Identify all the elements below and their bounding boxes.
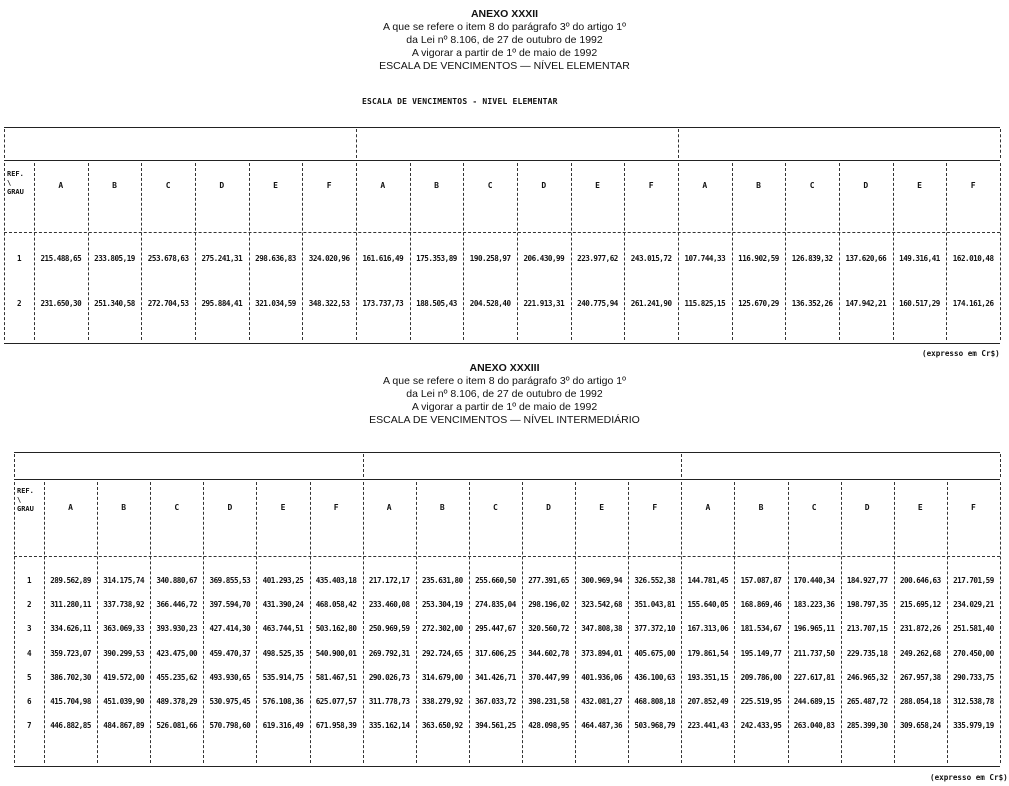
salary-cell: 235.631,80 [421, 576, 463, 585]
column-header: B [112, 181, 117, 190]
salary-cell: 126.839,32 [791, 254, 833, 263]
salary-cell: 415.704,98 [50, 697, 91, 706]
salary-cell: 398.231,58 [528, 697, 569, 706]
salary-cell: 198.797,35 [846, 600, 888, 610]
salary-cell: 200.646,63 [899, 576, 941, 585]
salary-cell: 625.077,57 [315, 697, 357, 706]
salary-cell: 116.902,59 [738, 254, 779, 263]
salary-cell: 309.658,24 [899, 721, 941, 731]
salary-cell: 493.930,65 [209, 672, 251, 682]
salary-cell: 295.884,41 [201, 299, 243, 308]
salary-cell: 270.450,00 [953, 648, 994, 658]
salary-cell: 223.977,62 [577, 254, 618, 263]
salary-cell: 233.805,19 [94, 254, 135, 263]
salary-cell: 246.965,32 [846, 672, 888, 682]
annex1-line1: A que se refere o item 8 do parágrafo 3º do artigo 1º [383, 21, 626, 33]
group-separator [356, 129, 357, 158]
rule-group [4, 160, 1000, 161]
salary-cell: 209.786,00 [740, 672, 782, 682]
salary-cell: 251.581,40 [953, 624, 994, 634]
salary-cell: 459.470,37 [209, 648, 251, 658]
salary-cell: 348.322,53 [308, 299, 350, 308]
salary-cell: 223.441,43 [687, 721, 729, 731]
grau-cell: 3 [26, 624, 32, 634]
annex2-line4: ESCALA DE VENCIMENTOS — NÍVEL INTERMEDIÁRIO [369, 414, 640, 426]
salary-cell: 363.069,33 [103, 624, 145, 634]
column-header: E [917, 503, 923, 512]
column-header: E [917, 181, 922, 190]
rule-bottom [4, 343, 1000, 344]
salary-cell: 173.737,73 [362, 299, 404, 308]
ref-grau-header-line: \ [17, 496, 22, 504]
salary-cell: 162.010,48 [952, 254, 994, 263]
salary-cell: 193.351,15 [687, 672, 729, 682]
salary-cell: 324.020,96 [308, 254, 350, 263]
salary-cell: 340.880,67 [156, 576, 198, 585]
salary-cell: 233.460,08 [368, 600, 410, 610]
salary-cell: 530.975,45 [209, 697, 251, 706]
salary-cell: 431.390,24 [262, 600, 304, 610]
salary-cell: 161.616,49 [362, 254, 404, 263]
salary-cell: 289.562,89 [50, 576, 91, 585]
salary-cell: 136.352,26 [791, 299, 833, 308]
column-header: A [68, 503, 73, 512]
salary-cell: 250.969,59 [368, 624, 410, 634]
salary-cell: 377.372,10 [634, 624, 676, 634]
salary-cell: 619.316,49 [262, 721, 304, 731]
salary-cell: 263.040,83 [793, 721, 835, 731]
salary-cell: 367.033,72 [475, 697, 516, 706]
column-header: E [273, 181, 278, 190]
group-separator [4, 129, 5, 158]
column-separator [1000, 482, 1001, 763]
salary-cell: 115.825,15 [684, 299, 726, 308]
salary-cell: 581.467,51 [315, 672, 357, 682]
salary-cell: 369.855,53 [209, 576, 251, 585]
grau-cell: 1 [26, 576, 32, 585]
salary-cell: 540.900,01 [315, 648, 357, 658]
salary-cell: 570.798,60 [209, 721, 251, 731]
column-header: A [380, 181, 386, 190]
salary-cell: 244.689,15 [793, 697, 835, 706]
annex1-line2: da Lei nº 8.106, de 27 de outubro de 1992 [406, 34, 603, 46]
ref-grau-header-line: REF. [7, 170, 24, 178]
rule-group [14, 479, 1000, 480]
salary-cell: 269.792,31 [368, 648, 410, 658]
column-header: D [546, 503, 551, 512]
salary-cell: 290.733,75 [953, 672, 994, 682]
salary-cell: 423.475,00 [156, 648, 198, 658]
salary-cell: 217.172,17 [368, 576, 410, 585]
salary-cell: 576.108,36 [262, 697, 304, 706]
salary-cell: 167.313,06 [687, 624, 729, 634]
salary-cell: 401.293,25 [262, 576, 304, 585]
salary-cell: 341.426,71 [475, 672, 516, 682]
column-header: E [280, 503, 286, 512]
salary-cell: 175.353,89 [416, 254, 457, 263]
salary-cell: 188.505,43 [416, 299, 457, 308]
group-separator [363, 454, 364, 477]
salary-cell: 337.738,92 [103, 600, 145, 610]
ref-grau-header-line: REF. [17, 487, 34, 495]
salary-cell: 314.679,00 [421, 672, 463, 682]
salary-cell: 351.043,81 [634, 600, 676, 610]
grau-cell: 1 [16, 254, 22, 263]
salary-cell: 671.958,39 [315, 721, 357, 731]
rule-top [4, 127, 1000, 128]
salary-cell: 405.675,00 [634, 648, 676, 658]
salary-cell: 275.241,31 [201, 254, 243, 263]
salary-cell: 243.015,72 [630, 254, 672, 263]
column-header: A [386, 503, 392, 512]
salary-cell: 432.081,27 [581, 697, 623, 706]
group-separator [14, 454, 15, 477]
column-header: C [487, 181, 493, 190]
salary-cell: 298.636,83 [255, 254, 296, 263]
group-separator [1000, 129, 1001, 158]
grau-cell: 6 [26, 697, 32, 706]
column-separator [1000, 163, 1001, 340]
salary-cell: 249.262,68 [899, 648, 941, 658]
annex2-line2: da Lei nº 8.106, de 27 de outubro de 1992 [406, 388, 603, 400]
salary-cell: 155.640,05 [687, 600, 729, 610]
salary-cell: 344.602,78 [528, 648, 569, 658]
salary-cell: 419.572,00 [103, 672, 145, 682]
ref-grau-header [7, 170, 33, 197]
salary-cell: 394.561,25 [475, 721, 516, 731]
salary-cell: 261.241,90 [630, 299, 672, 308]
salary-cell: 204.528,40 [469, 299, 511, 308]
salary-cell: 181.534,67 [740, 624, 782, 634]
column-header: D [863, 181, 869, 190]
salary-cell: 221.913,31 [523, 299, 565, 308]
salary-cell: 435.403,18 [315, 576, 357, 585]
column-header: C [811, 503, 817, 512]
salary-cell: 526.081,66 [156, 721, 198, 731]
ref-grau-header-line: GRAU [7, 188, 24, 196]
salary-cell: 314.175,74 [103, 576, 145, 585]
salary-cell: 428.098,95 [528, 721, 569, 731]
annex2-title: ANEXO XXXIII [469, 362, 540, 374]
salary-cell: 370.447,99 [528, 672, 569, 682]
column-header: B [434, 181, 439, 190]
column-header: B [758, 503, 764, 512]
salary-cell: 393.930,23 [156, 624, 198, 634]
column-header: B [439, 503, 445, 512]
salary-cell: 253.304,19 [421, 600, 463, 610]
annex2-line3: A vigorar a partir de 1º de maio de 1992 [411, 401, 598, 413]
column-header: A [702, 181, 708, 190]
salary-cell: 190.258,97 [469, 254, 511, 263]
column-header: F [333, 503, 339, 512]
salary-cell: 373.894,01 [581, 648, 623, 658]
column-header: A [705, 503, 711, 512]
salary-cell: 503.968,79 [634, 721, 676, 731]
salary-cell: 503.162,80 [315, 624, 357, 634]
salary-cell: 326.552,38 [634, 576, 676, 585]
salary-cell: 320.560,72 [528, 624, 569, 634]
salary-cell: 174.161,26 [952, 299, 994, 308]
salary-cell: 468.058,42 [315, 600, 357, 610]
rule-header [14, 556, 1000, 557]
annex1-title: ANEXO XXXII [470, 8, 539, 20]
group-separator [681, 454, 682, 477]
column-header: A [58, 181, 64, 190]
salary-cell: 290.026,73 [368, 672, 410, 682]
salary-cell: 144.781,45 [687, 576, 729, 585]
annex2-header [0, 362, 1009, 427]
salary-cell: 207.852,49 [687, 697, 729, 706]
salary-cell: 227.617,81 [793, 672, 835, 682]
column-header: F [326, 181, 332, 190]
salary-cell: 255.660,50 [475, 576, 516, 585]
grau-cell: 2 [26, 600, 32, 610]
salary-cell: 231.872,26 [899, 624, 941, 634]
salary-cell: 206.430,99 [523, 254, 565, 263]
salary-cell: 335.162,14 [368, 721, 410, 731]
salary-cell: 295.447,67 [475, 624, 516, 634]
salary-cell: 168.869,46 [740, 600, 782, 610]
column-header: C [493, 503, 498, 512]
column-header: F [652, 503, 658, 512]
column-header: C [809, 181, 815, 190]
salary-cell: 323.542,68 [581, 600, 623, 610]
grau-cell: 7 [26, 721, 32, 731]
column-separator [4, 163, 5, 340]
salary-cell: 311.778,73 [368, 697, 410, 706]
column-header: E [595, 181, 600, 190]
column-header: D [219, 181, 225, 190]
salary-cell: 160.517,29 [899, 299, 940, 308]
column-header: F [648, 181, 654, 190]
ref-grau-header [17, 487, 43, 514]
salary-cell: 288.054,18 [899, 697, 941, 706]
salary-cell: 125.670,29 [738, 299, 779, 308]
group-separator [678, 129, 679, 158]
salary-cell: 451.039,90 [103, 697, 145, 706]
salary-cell: 272.704,53 [147, 299, 189, 308]
salary-cell: 363.650,92 [421, 721, 463, 731]
salary-cell: 498.525,35 [262, 648, 304, 658]
salary-cell: 234.029,21 [953, 600, 994, 610]
salary-cell: 196.965,11 [793, 624, 835, 634]
salary-cell: 292.724,65 [421, 648, 463, 658]
rule-bottom [14, 766, 1000, 767]
salary-cell: 401.936,06 [581, 672, 623, 682]
salary-cell: 484.867,89 [103, 721, 145, 731]
annex1-line3: A vigorar a partir de 1º de maio de 1992 [411, 47, 598, 59]
salary-cell: 211.737,50 [793, 648, 835, 658]
salary-cell: 311.280,11 [50, 600, 91, 610]
salary-cell: 468.808,18 [634, 697, 676, 706]
rule-header [4, 232, 1000, 233]
salary-cell: 334.626,11 [50, 624, 91, 634]
salary-cell: 217.701,59 [953, 576, 994, 585]
salary-cell: 213.707,15 [846, 624, 888, 634]
column-header: D [541, 181, 547, 190]
annex2-line1: A que se refere o item 8 do parágrafo 3º do artigo 1º [383, 375, 626, 387]
salary-cell: 184.927,77 [846, 576, 888, 585]
salary-cell: 298.196,02 [528, 600, 569, 610]
salary-cell: 300.969,94 [581, 576, 623, 585]
salary-cell: 265.487,72 [846, 697, 888, 706]
salary-cell: 253.678,63 [147, 254, 189, 263]
group-separator [1000, 454, 1001, 477]
salary-cell: 272.302,00 [421, 624, 463, 634]
annex1-header [0, 8, 1009, 73]
salary-cell: 225.519,95 [740, 697, 782, 706]
grau-cell: 5 [26, 672, 32, 682]
salary-cell: 386.702,30 [50, 672, 91, 682]
salary-cell: 397.594,70 [209, 600, 251, 610]
column-header: E [599, 503, 605, 512]
salary-cell: 277.391,65 [528, 576, 569, 585]
salary-cell: 317.606,25 [475, 648, 516, 658]
column-header: D [864, 503, 870, 512]
salary-cell: 359.723,07 [50, 648, 91, 658]
ref-grau-header-line: \ [7, 179, 12, 187]
salary-cell: 436.100,63 [634, 672, 676, 682]
salary-cell: 535.914,75 [262, 672, 304, 682]
salary-cell: 149.316,41 [899, 254, 940, 263]
column-header: F [970, 181, 976, 190]
annex2-note: (expresso em Cr$) [930, 773, 1008, 782]
salary-cell: 137.620,66 [845, 254, 887, 263]
salary-cell: 195.149,77 [740, 648, 782, 658]
salary-cell: 347.808,38 [581, 624, 623, 634]
salary-cell: 183.223,36 [793, 600, 835, 610]
salary-cell: 390.299,53 [103, 648, 145, 658]
column-header: C [165, 181, 171, 190]
salary-cell: 231.650,30 [40, 299, 82, 308]
salary-cell: 285.399,30 [846, 721, 888, 731]
salary-cell: 464.487,36 [581, 721, 623, 731]
rule-top [14, 452, 1000, 453]
salary-cell: 215.488,65 [40, 254, 82, 263]
salary-cell: 179.861,54 [687, 648, 729, 658]
salary-cell: 229.735,18 [846, 648, 888, 658]
salary-cell: 170.440,34 [793, 576, 835, 585]
salary-cell: 489.378,29 [156, 697, 198, 706]
column-header: B [121, 503, 127, 512]
salary-cell: 267.957,38 [899, 672, 941, 682]
grau-cell: 4 [26, 648, 32, 658]
salary-cell: 215.695,12 [899, 600, 941, 610]
salary-cell: 240.775,94 [577, 299, 618, 308]
annex1-line4: ESCALA DE VENCIMENTOS — NÍVEL ELEMENTAR [379, 60, 630, 72]
grau-cell: 2 [16, 299, 22, 308]
salary-cell: 338.279,92 [421, 697, 463, 706]
salary-cell: 463.744,51 [262, 624, 304, 634]
ref-grau-header-line: GRAU [17, 505, 34, 513]
salary-cell: 242.433,95 [740, 721, 782, 731]
salary-cell: 321.034,59 [255, 299, 296, 308]
salary-cell: 312.538,78 [953, 697, 994, 706]
salary-cell: 147.942,21 [845, 299, 887, 308]
annex1-subtitle: ESCALA DE VENCIMENTOS - NIVEL ELEMENTAR [362, 97, 558, 106]
column-header: B [756, 181, 761, 190]
salary-cell: 107.744,33 [684, 254, 726, 263]
salary-cell: 455.235,62 [156, 672, 198, 682]
salary-cell: 157.087,87 [740, 576, 782, 585]
column-header: D [227, 503, 233, 512]
annex1-note: (expresso em Cr$) [922, 349, 1000, 358]
salary-cell: 366.446,72 [156, 600, 198, 610]
column-header: C [174, 503, 180, 512]
salary-cell: 427.414,30 [209, 624, 251, 634]
salary-cell: 274.835,04 [475, 600, 516, 610]
salary-cell: 335.979,19 [953, 721, 994, 731]
column-header: F [971, 503, 976, 512]
salary-cell: 446.882,85 [50, 721, 91, 731]
salary-cell: 251.340,58 [94, 299, 135, 308]
